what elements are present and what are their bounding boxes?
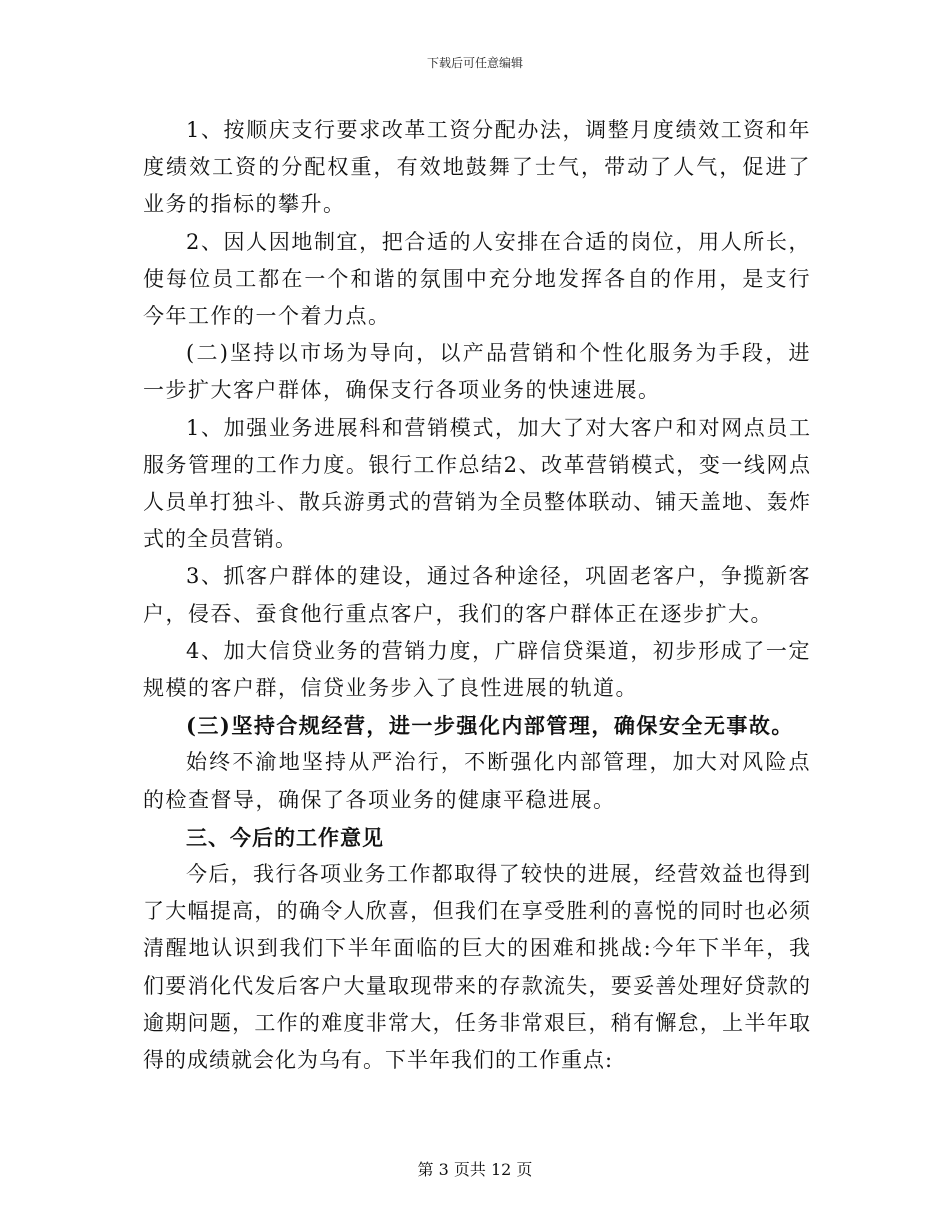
paragraph-8: 今后，我行各项业务工作都取得了较快的进展，经营效益也得到了大幅提高，的确令人欣喜，但我们在享受胜利的喜悦的同时也必须清醒地认识到我们下半年面临的巨大的困难和挑战:今年下半年，我们要消化代发后客户大量取现带来的存款流失，要妥善处理好贷款的逾期问题，工作的难度非常大，任务非常艰巨，稍有懈怠，上半年取得的成绩就会化为乌有。下半年我们的工作重点: (143, 862, 811, 1073)
paragraph-3: (二)坚持以市场为导向，以产品营销和个性化服务为手段，进一步扩大客户群体，确保支行各项业务的快速进展。 (143, 341, 811, 403)
section-heading-3: (三)坚持合规经营，进一步强化内部管理，确保安全无事故。 (186, 713, 794, 739)
paragraph-7: 始终不渝地坚持从严治行，不断强化内部管理，加大对风险点的检查督导，确保了各项业务的健康平稳进展。 (143, 750, 811, 812)
paragraph-2: 2、因人因地制宜，把合适的人安排在合适的岗位，用人所长，使每位员工都在一个和谐的氛围中充分地发挥各自的作用，是支行今年工作的一个着力点。 (143, 229, 811, 329)
paragraph-1: 1、按顺庆支行要求改革工资分配办法，调整月度绩效工资和年度绩效工资的分配权重，有效地鼓舞了士气，带动了人气，促进了业务的指标的攀升。 (143, 118, 811, 217)
page-header: 下载后可任意编辑 (426, 56, 523, 70)
document-body (143, 112, 811, 1079)
page-footer: 第 3 页共 12 页 (417, 1160, 533, 1179)
paragraph-4: 1、加强业务进展科和营销模式，加大了对大客户和对网点员工服务管理的工作力度。银行工作总结2、改革营销模式，变一线网点人员单打独斗、散兵游勇式的营销为全员整体联动、铺天盖地、轰炸式的全员营销。 (143, 415, 811, 552)
section-heading-future: 三、今后的工作意见 (186, 824, 384, 850)
paragraph-5: 3、抓客户群体的建设，通过各种途径，巩固老客户，争揽新客户，侵吞、蚕食他行重点客户，我们的客户群体正在逐步扩大。 (143, 564, 811, 626)
paragraph-6: 4、加大信贷业务的营销力度，广辟信贷渠道，初步形成了一定规模的客户群，信贷业务步入了良性进展的轨道。 (143, 638, 811, 701)
